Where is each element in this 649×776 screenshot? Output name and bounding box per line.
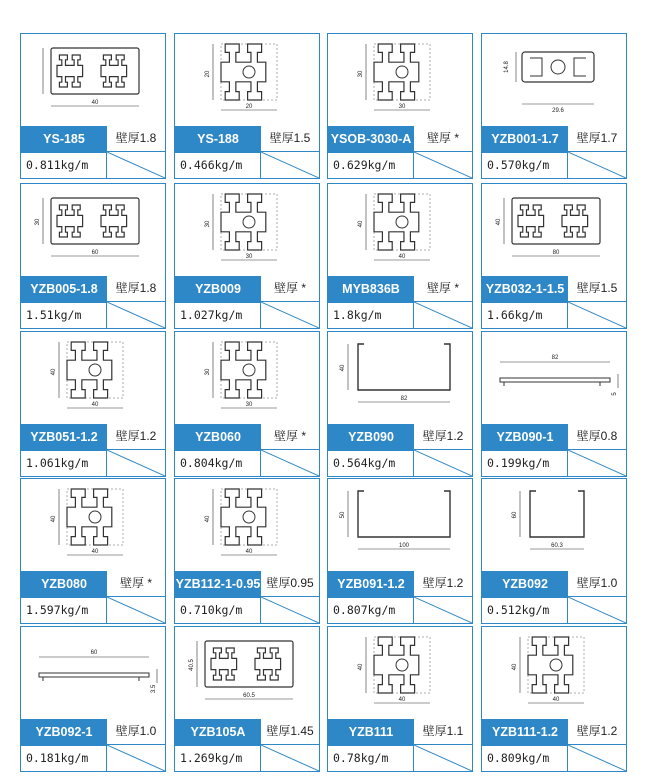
empty-cell-diagonal xyxy=(261,302,319,328)
dimension-width-label: 100 xyxy=(398,543,410,549)
product-card[interactable] xyxy=(327,183,473,329)
dimension-width-label: 40 xyxy=(552,697,560,703)
dimension-height-label: 30 xyxy=(35,218,41,226)
product-card[interactable] xyxy=(481,478,627,624)
wall-thickness-label: 壁厚1.8 xyxy=(107,276,165,302)
weight-label: 0.512kg/m xyxy=(482,597,568,623)
dimension-height-label: 14.8 xyxy=(504,61,510,73)
model-label: YZB092-1 xyxy=(21,719,107,745)
weight-label: 0.466kg/m xyxy=(175,152,261,178)
empty-cell-diagonal xyxy=(107,745,165,771)
product-row xyxy=(20,33,629,179)
profile-drawing xyxy=(21,479,165,571)
wall-thickness-label: 壁厚0.8 xyxy=(568,424,626,450)
empty-cell-diagonal xyxy=(568,597,626,623)
product-card[interactable] xyxy=(174,331,320,477)
model-label: YZB080 xyxy=(21,571,107,597)
profile-drawing xyxy=(328,479,472,571)
weight-label: 0.570kg/m xyxy=(482,152,568,178)
dimension-width-label: 20 xyxy=(245,104,253,110)
product-card[interactable] xyxy=(481,33,627,179)
profile-drawing xyxy=(21,332,165,424)
wall-thickness-label: 壁厚 * xyxy=(414,276,472,302)
dimension-width-label: 40 xyxy=(245,549,253,555)
wall-thickness-label: 壁厚1.5 xyxy=(261,126,319,152)
empty-cell-diagonal xyxy=(107,450,165,476)
product-row xyxy=(20,478,629,624)
model-label: YZB032-1-1.5 xyxy=(482,276,568,302)
model-label: MYB836B xyxy=(328,276,414,302)
empty-cell-diagonal xyxy=(414,302,472,328)
model-label: YS-188 xyxy=(175,126,261,152)
empty-cell-diagonal xyxy=(568,450,626,476)
dimension-height-label: 60 xyxy=(512,511,518,519)
wall-thickness-label: 壁厚1.5 xyxy=(568,276,626,302)
product-card[interactable] xyxy=(20,626,166,772)
wall-thickness-label: 壁厚1.0 xyxy=(107,719,165,745)
empty-cell-diagonal xyxy=(107,152,165,178)
product-row xyxy=(20,183,629,329)
wall-thickness-label: 壁厚1.8 xyxy=(107,126,165,152)
empty-cell-diagonal xyxy=(568,745,626,771)
model-label: YZB060 xyxy=(175,424,261,450)
dimension-width-label: 29.6 xyxy=(552,108,564,114)
model-label: YZB105A xyxy=(175,719,261,745)
weight-label: 1.51kg/m xyxy=(21,302,107,328)
product-card[interactable] xyxy=(174,33,320,179)
profile-drawing xyxy=(21,34,165,126)
dimension-width-label: 40 xyxy=(91,100,99,106)
empty-cell-diagonal xyxy=(414,745,472,771)
wall-thickness-label: 壁厚1.2 xyxy=(414,571,472,597)
product-card[interactable] xyxy=(481,331,627,477)
weight-label: 0.811kg/m xyxy=(21,152,107,178)
product-card[interactable] xyxy=(174,183,320,329)
profile-drawing xyxy=(328,332,472,424)
profile-drawing xyxy=(328,184,472,276)
dimension-height-label: 30 xyxy=(205,220,211,228)
weight-label: 0.629kg/m xyxy=(328,152,414,178)
model-label: YS-185 xyxy=(21,126,107,152)
dimension-height-label: 30 xyxy=(205,368,211,376)
dimension-width-label: 30 xyxy=(245,402,253,408)
profile-drawing xyxy=(482,34,626,126)
profile-drawing xyxy=(21,627,165,719)
empty-cell-diagonal xyxy=(261,745,319,771)
profile-drawing xyxy=(21,184,165,276)
wall-thickness-label: 壁厚 * xyxy=(107,571,165,597)
wall-thickness-label: 壁厚0.95 xyxy=(261,571,319,597)
dimension-height-label: 20 xyxy=(205,70,211,78)
model-label: YZB091-1.2 xyxy=(328,571,414,597)
profile-drawing xyxy=(482,479,626,571)
dimension-height-label: 40 xyxy=(51,368,57,376)
product-card[interactable] xyxy=(174,626,320,772)
empty-cell-diagonal xyxy=(261,152,319,178)
model-label: YZB005-1.8 xyxy=(21,276,107,302)
empty-cell-diagonal xyxy=(107,597,165,623)
dimension-height-label: 30 xyxy=(358,70,364,78)
dimension-width-label: 60.5 xyxy=(243,693,255,699)
empty-cell-diagonal xyxy=(568,302,626,328)
weight-label: 1.269kg/m xyxy=(175,745,261,771)
weight-label: 1.027kg/m xyxy=(175,302,261,328)
dimension-width-label: 80 xyxy=(552,250,560,256)
weight-label: 1.597kg/m xyxy=(21,597,107,623)
wall-thickness-label: 壁厚1.7 xyxy=(568,126,626,152)
profile-drawing xyxy=(482,184,626,276)
model-label: YZB111-1.2 xyxy=(482,719,568,745)
product-card[interactable] xyxy=(327,331,473,477)
weight-label: 0.809kg/m xyxy=(482,745,568,771)
weight-label: 1.061kg/m xyxy=(21,450,107,476)
profile-drawing xyxy=(482,332,626,424)
dimension-width-label: 82 xyxy=(400,396,408,402)
weight-label: 0.181kg/m xyxy=(21,745,107,771)
model-label: YZB009 xyxy=(175,276,261,302)
product-card[interactable] xyxy=(481,183,627,329)
dimension-height-label: 5 xyxy=(612,392,618,396)
wall-thickness-label: 壁厚1.1 xyxy=(414,719,472,745)
wall-thickness-label: 壁厚1.45 xyxy=(261,719,319,745)
profile-drawing xyxy=(175,627,319,719)
empty-cell-diagonal xyxy=(568,152,626,178)
weight-label: 0.564kg/m xyxy=(328,450,414,476)
dimension-height-label: 40 xyxy=(358,220,364,228)
product-card[interactable] xyxy=(20,33,166,179)
model-label: YZB111 xyxy=(328,719,414,745)
wall-thickness-label: 壁厚 * xyxy=(261,276,319,302)
dimension-height-label: 40 xyxy=(340,364,346,372)
weight-label: 0.199kg/m xyxy=(482,450,568,476)
dimension-width-label: 60 xyxy=(91,250,99,256)
profile-drawing xyxy=(175,332,319,424)
product-card[interactable] xyxy=(327,478,473,624)
weight-label: 0.804kg/m xyxy=(175,450,261,476)
profile-drawing xyxy=(482,627,626,719)
dimension-height-label: 50 xyxy=(340,511,346,519)
empty-cell-diagonal xyxy=(414,152,472,178)
dimension-width-label: 40 xyxy=(398,254,406,260)
product-card[interactable] xyxy=(20,183,166,329)
wall-thickness-label: 壁厚1.2 xyxy=(107,424,165,450)
dimension-width-label: 40 xyxy=(398,697,406,703)
product-card[interactable] xyxy=(481,626,627,772)
model-label: YZB090-1 xyxy=(482,424,568,450)
model-label: YZB092 xyxy=(482,571,568,597)
model-label: YZB001-1.7 xyxy=(482,126,568,152)
product-card[interactable] xyxy=(20,478,166,624)
dimension-height-label: 40 xyxy=(51,515,57,523)
product-card[interactable] xyxy=(327,33,473,179)
dimension-height-label: 40 xyxy=(358,663,364,671)
dimension-width-label: 82 xyxy=(551,355,559,361)
empty-cell-diagonal xyxy=(107,302,165,328)
dimension-width-label: 60 xyxy=(90,650,98,656)
profile-drawing xyxy=(175,34,319,126)
profile-drawing xyxy=(328,627,472,719)
product-row xyxy=(20,626,629,772)
profile-drawing xyxy=(175,184,319,276)
model-label: YZB051-1.2 xyxy=(21,424,107,450)
model-label: YSOB-3030-A xyxy=(328,126,414,152)
dimension-height-label: 40.5 xyxy=(189,659,195,671)
dimension-width-label: 40 xyxy=(91,549,99,555)
dimension-height-label: 40 xyxy=(496,218,502,226)
dimension-width-label: 60.3 xyxy=(551,543,563,549)
dimension-height-label: 3.5 xyxy=(151,684,157,694)
dimension-height-label: 40 xyxy=(512,663,518,671)
dimension-width-label: 30 xyxy=(398,104,406,110)
wall-thickness-label: 壁厚1.2 xyxy=(414,424,472,450)
profile-drawing xyxy=(328,34,472,126)
empty-cell-diagonal xyxy=(261,450,319,476)
dimension-width-label: 40 xyxy=(91,402,99,408)
empty-cell-diagonal xyxy=(414,597,472,623)
weight-label: 1.66kg/m xyxy=(482,302,568,328)
profile-drawing xyxy=(175,479,319,571)
empty-cell-diagonal xyxy=(261,597,319,623)
product-card[interactable] xyxy=(327,626,473,772)
weight-label: 0.807kg/m xyxy=(328,597,414,623)
wall-thickness-label: 壁厚 * xyxy=(414,126,472,152)
wall-thickness-label: 壁厚 * xyxy=(261,424,319,450)
model-label: YZB112-1-0.95 xyxy=(175,571,261,597)
product-card[interactable] xyxy=(20,331,166,477)
empty-cell-diagonal xyxy=(414,450,472,476)
wall-thickness-label: 壁厚1.2 xyxy=(568,719,626,745)
weight-label: 0.710kg/m xyxy=(175,597,261,623)
weight-label: 0.78kg/m xyxy=(328,745,414,771)
model-label: YZB090 xyxy=(328,424,414,450)
wall-thickness-label: 壁厚1.0 xyxy=(568,571,626,597)
product-row xyxy=(20,331,629,477)
product-card[interactable] xyxy=(174,478,320,624)
weight-label: 1.8kg/m xyxy=(328,302,414,328)
dimension-height-label: 40 xyxy=(205,515,211,523)
dimension-width-label: 30 xyxy=(245,254,253,260)
